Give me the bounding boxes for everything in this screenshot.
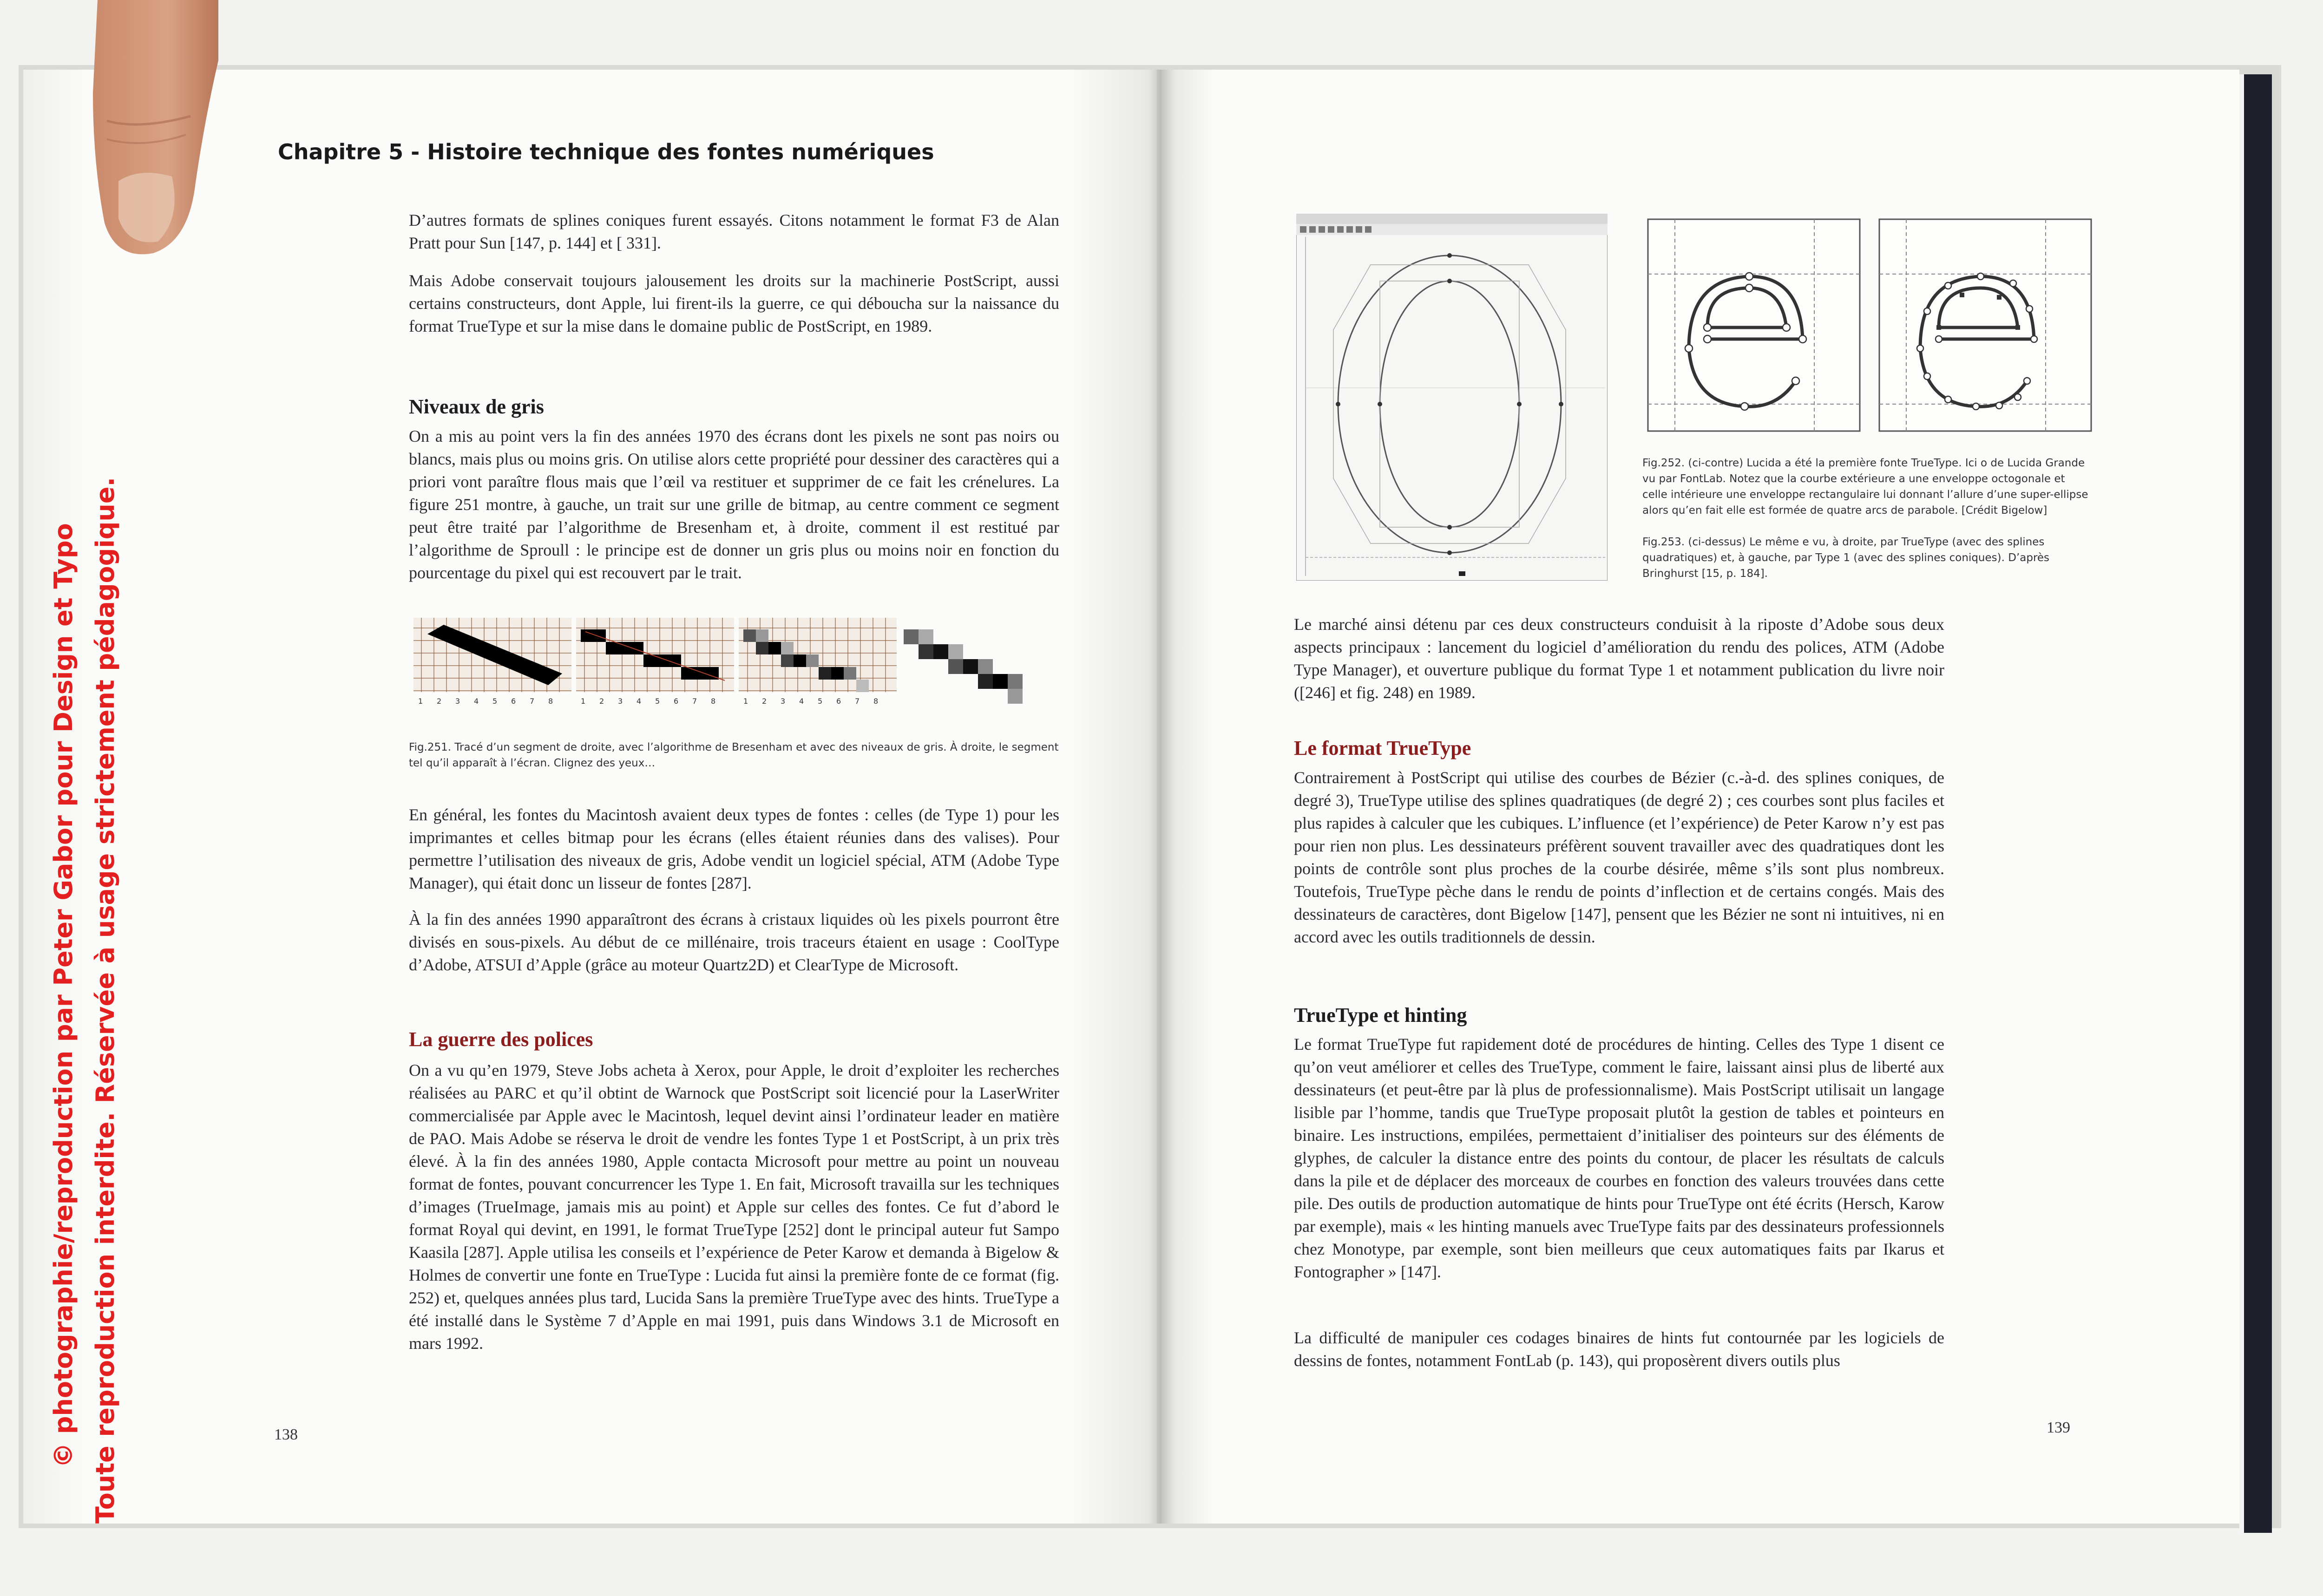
fig251-axis-label: 8 xyxy=(873,697,879,706)
right-paragraph-2: Contrairement à PostScript qui utilise des courbes de Bézier (c.-à-d. des splines coniques, de degré 3), TrueType utilise des splines quadratiques (de degré 2) ; ces courbes sont plus faciles et plus rapides à calculer que les cubiques. L’influence (et l’expérience) de Peter Karow n’y est pas pour rien non plus. Les dessinateurs préfèrent souvent travailler avec des quadratiques dont les points de contrôle sont plus proches de la courbe désirée, même s’ils sont plus nombreux. Toutefois, TrueType pèche dans le rendu de points d’inflection et de certains congés. Mais des dessinateurs de caractères, dont Bigelow [147], pensent que les Bézier ne sont ni intuitives, ni en accord avec les outils traditionnels de dessin. xyxy=(1294,768,1944,946)
left-paragraph-3: On a mis au point vers la fin des années 1970 des écrans dont les pixels ne sont pas noirs ou blancs, mais plus ou moins gris. On utilise alors cette propriété pour dessiner des caractères qui a priori vont paraître flous mais que l’œil va restituer et supprimer de ce fait les crénelures. La figure 251 montre, à gauche, un trait sur une grille de bitmap, au centre comment ce segment peut être traité par l’algorithme de Bresenham et, à droite, comment il est restitué par l’algorithme de Sproull : le principe est de donner un gris plus ou moins noir en fonction du pourcentage du pixel qui est recouvert par le trait. xyxy=(409,427,1059,582)
watermark-line-1: © photographie/reproduction par Peter Gabor pour Design et Typo xyxy=(49,523,78,1468)
fig251-axis-label: 7 xyxy=(530,697,535,706)
fig251-axis-label: 4 xyxy=(637,697,642,706)
fig251-axis-label: 8 xyxy=(548,697,553,706)
heading-guerre-des-polices: La guerre des polices xyxy=(409,1028,593,1051)
fig251-axis-label: 5 xyxy=(655,697,660,706)
book-gutter xyxy=(1148,70,1175,1524)
left-paragraph-4: En général, les fontes du Macintosh avaient deux types de fontes : celles (de Type 1) pour les imprimantes et celles bitmap pour les écrans (elles étaient réunies dans des valises). Pour permettre l’utilisation des niveaux de gris, Adobe vendit un logiciel spécial, ATM (Adobe Type Manager), qui était donc un lisseur de fontes [287]. xyxy=(409,805,1059,892)
left-paragraph-1: D’autres formats de splines coniques furent essayés. Citons notamment le format F3 de Alan Pratt pour Sun [147, p. 144] et [ 331]. xyxy=(409,211,1059,252)
book-cover-edge xyxy=(2239,74,2272,1533)
fig251-axis-label: 7 xyxy=(855,697,860,706)
right-paragraph-4: La difficulté de manipuler ces codages binaires de hints fut contournée par les logiciels de dessins de fontes, notamment FontLab (p. 143), qui proposèrent divers outils plus xyxy=(1294,1328,1944,1370)
figure-251-screen-render xyxy=(904,629,1023,704)
heading-truetype-et-hinting: TrueType et hinting xyxy=(1294,1004,1467,1027)
fig251-axis-label: 8 xyxy=(711,697,716,706)
fig251-axis-label: 7 xyxy=(692,697,697,706)
fig251-axis-label: 1 xyxy=(418,697,423,706)
right-paragraph-3: Le format TrueType fut rapidement doté de procédures de hinting. Celles des Type 1 disent ce qu’on veut améliorer et celles des TrueType, comment le faire, laissant ainsi plus de liberté aux dessinateurs (et peut-être par là plus de professionnalisme). Mais PostScript utilisait un langage lisible par l’homme, tandis que TrueType proposait plutôt la gestion de tables et pointeurs en binaire. Les instructions, empilées, permettaient d’initialiser des pointeurs sur des éléments de glyphes, de calculer la distance entre des points du contour, de placer les résultats de calculs dans la pile et de déplacer des morceaux de courbes en fonction des valeurs trouvées dans cette pile. Des outils de production automatique de hints pour TrueType ont été écrits (Hersch, Karow par exemple), mais « les hinting manuels avec TrueType faits par des dessinateurs professionnels chez Monotype, par exemple, sont bien meilleurs que ceux automatiques faits par Ikarus et Fontographer » [147]. xyxy=(1294,1035,1944,1281)
fig251-axis-label: 2 xyxy=(762,697,767,706)
watermark-line-2: Toute reproduction interdite. Réservée à usage strictement pédagogique. xyxy=(91,477,120,1524)
fig251-axis-label: 4 xyxy=(474,697,479,706)
finger-image xyxy=(0,0,218,260)
fig251-axis-label: 6 xyxy=(511,697,516,706)
left-paragraph-5: À la fin des années 1990 apparaîtront des écrans à cristaux liquides où les pixels pourront être divisés en sous-pixels. Au début de ce millénaire, trois traceurs étaient en usage : CoolType d’Adobe, ATSUI d’Apple (grâce au moteur Quartz2D) et ClearType de Microsoft. xyxy=(409,910,1059,974)
fig251-axis-label: 3 xyxy=(618,697,623,706)
figure-253-e-type1 xyxy=(1647,218,1861,432)
caption-fig-251: Fig.251. Tracé d’un segment de droite, avec l’algorithme de Bresenham et avec des niveaux de gris. À droite, le segment tel qu’il apparaît à l’écran. Clignez des yeux… xyxy=(409,741,1059,769)
fig251-axis-label: 5 xyxy=(492,697,498,706)
fig251-axis-label: 3 xyxy=(781,697,786,706)
page-number-right: 139 xyxy=(2047,1419,2070,1436)
fig251-axis-label: 2 xyxy=(437,697,442,706)
fig251-axis-label: 1 xyxy=(743,697,748,706)
figure-251-axis-labels xyxy=(409,697,920,715)
fig251-axis-label: 3 xyxy=(455,697,460,706)
heading-niveaux-de-gris: Niveaux de gris xyxy=(409,395,544,418)
fig251-axis-label: 6 xyxy=(836,697,841,706)
fig251-axis-label: 4 xyxy=(799,697,804,706)
figure-252-fontlab-o xyxy=(1296,214,1608,581)
caption-fig-253: Fig.253. (ci-dessus) Le même e vu, à droite, par TrueType (avec des splines quadratiques) et, à gauche, par Type 1 (avec des splines coniques). D’après Bringhurst [15, p. 184]. xyxy=(1642,536,2050,580)
left-paragraph-6: On a vu qu’en 1979, Steve Jobs acheta à Xerox, pour Apple, le droit d’exploiter les recherches réalisées au PARC et qu’il obtint de Warnock que PostScript soit licencié pour la LaserWriter commercialisée par Apple avec le Macintosh, lequel devint ainsi l’ordinateur leader en matière de PAO. Mais Adobe se réserva le droit de vendre les fontes Type 1 et PostScript, à un prix très élevé. À la fin des années 1980, Apple contacta Microsoft pour mettre au point un nouveau format de fontes, pouvant concurrencer les Type 1. En fait, Microsoft travailla sur les techniques d’images (TrueImage, jamais mis au point) et Apple sur celles des fontes. Ce fut d’abord le format Royal qui devint, en 1991, le format TrueType [252] dont le principal auteur fut Sampo Kaasila [287]. Apple utilisa les conseils et l’expérience de Peter Karow et demanda à Bigelow & Holmes de convertir une fonte en TrueType : Lucida fut ainsi la première fonte de ce format (fig. 252) et, quelques années plus tard, Lucida Sans la première TrueType avec des hints. TrueType a été installé dans le Système 7 d’Apple en mai 1991, puis dans Windows 3.1 de Microsoft en mars 1992. xyxy=(409,1061,1059,1353)
caption-fig-252: Fig.252. (ci-contre) Lucida a été la première fonte TrueType. Ici o de Lucida Grande vu par FontLab. Notez que la courbe extérieure a une enveloppe octogonale et celle intérieure une enveloppe rectangulaire lui donnant l’allure d’une super-ellipse alors qu’en fait elle est formée de quatre arcs de parabole. [Crédit Bigelow] xyxy=(1642,457,2088,517)
fig251-axis-label: 1 xyxy=(581,697,586,706)
page-number-left: 138 xyxy=(274,1426,298,1443)
left-paragraph-2: Mais Adobe conservait toujours jalousement les droits sur la machinerie PostScript, aussi certains constructeurs, dont Apple, lui firent-ils la guerre, ce qui déboucha sur la naissance du format TrueType et sur la mise dans le domaine public de PostScript, en 1989. xyxy=(409,271,1059,335)
fig251-axis-label: 6 xyxy=(674,697,679,706)
fig251-axis-label: 2 xyxy=(599,697,604,706)
figure-253-e-truetype xyxy=(1878,218,2092,432)
right-paragraph-1: Le marché ainsi détenu par ces deux constructeurs conduisit à la riposte d’Adobe sous deux aspects principaux : lancement du logiciel d’amélioration du rendu des polices, ATM (Adobe Type Manager), et ouverture publique du format Type 1 et notamment publication du livre noir ([246] et fig. 248) en 1989. xyxy=(1294,615,1944,702)
heading-format-truetype: Le format TrueType xyxy=(1294,737,1471,759)
fig251-axis-label: 5 xyxy=(818,697,823,706)
chapter-title: Chapitre 5 - Histoire technique des fontes numériques xyxy=(278,139,934,164)
